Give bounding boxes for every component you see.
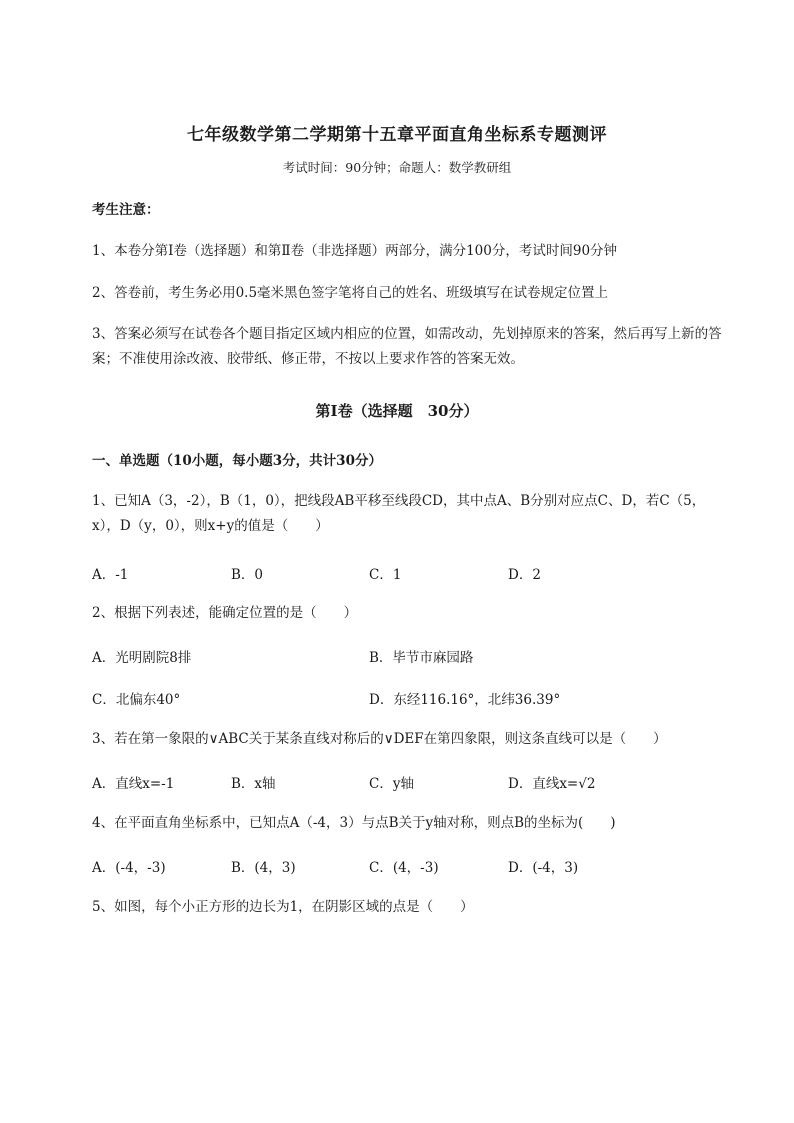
question-2-stem: 2、根据下列表述，能确定位置的是（ ） bbox=[92, 605, 358, 621]
exam-subtitle: 考试时间：90分钟；命题人：数学教研组 bbox=[282, 160, 512, 175]
question-5-stem: 5、如图，每个小正方形的边长为1，在阴影区域的点是（ ） bbox=[92, 899, 474, 915]
question-3-option-c: C．y轴 bbox=[369, 776, 414, 792]
question-4-option-d: D．(-4，3) bbox=[508, 860, 579, 876]
question-3-option-b: B．x轴 bbox=[231, 776, 276, 792]
question-3-stem: 3、若在第一象限的∨ABC关于某条直线对称后的∨DEF在第四象限，则这条直线可以是（ ） bbox=[92, 731, 667, 747]
question-2-option-b: B．毕节市麻园路 bbox=[369, 650, 474, 666]
question-1-stem: 1、已知A（3，-2），B（1，0），把线段AB平移至线段CD，其中点A、B分别对应点C、D，若C（5，x），D（y，0），则x+y的值是（ ） bbox=[92, 493, 706, 534]
question-3-option-a: A．直线x=-1 bbox=[92, 776, 175, 792]
question-1-option-d: D．2 bbox=[508, 567, 541, 583]
notice-item-1: 1、本卷分第I卷（选择题）和第Ⅱ卷（非选择题）两部分，满分100分，考试时间90分钟 bbox=[92, 243, 618, 259]
part-heading: 一、单选题（10小题，每小题3分，共计30分） bbox=[92, 453, 382, 469]
question-2-option-a: A．光明剧院8排 bbox=[92, 650, 192, 666]
notice-heading: 考生注意： bbox=[92, 202, 160, 218]
question-3-option-d: D．直线x=√2 bbox=[508, 776, 596, 792]
question-1-option-a: A．-1 bbox=[92, 567, 129, 583]
question-2-option-d: D．东经116.16°，北纬36.39° bbox=[369, 692, 561, 708]
question-4-option-c: C．(4，-3) bbox=[369, 860, 439, 876]
notice-item-3: 3、答案必须写在试卷各个题目指定区域内相应的位置，如需改动，先划掉原来的答案，然后再写上新的答案；不准使用涂改液、胶带纸、修正带，不按以上要求作答的答案无效。 bbox=[92, 326, 722, 367]
question-2-option-c: C．北偏东40° bbox=[92, 692, 181, 708]
question-4-option-a: A．(-4，-3) bbox=[92, 860, 166, 876]
question-1-option-c: C．1 bbox=[369, 567, 402, 583]
exam-title: 七年级数学第二学期第十五章平面直角坐标系专题测评 bbox=[187, 125, 607, 145]
question-1-option-b: B．0 bbox=[231, 567, 264, 583]
question-4-option-b: B．(4，3) bbox=[231, 860, 296, 876]
question-4-stem: 4、在平面直角坐标系中，已知点A（-4，3）与点B关于y轴对称，则点B的坐标为( ) bbox=[92, 815, 616, 831]
notice-item-2: 2、答卷前，考生务必用0.5毫米黑色签字笔将自己的姓名、班级填写在试卷规定位置上 bbox=[92, 285, 609, 301]
section-title: 第I卷（选择题 30分） bbox=[315, 402, 479, 420]
